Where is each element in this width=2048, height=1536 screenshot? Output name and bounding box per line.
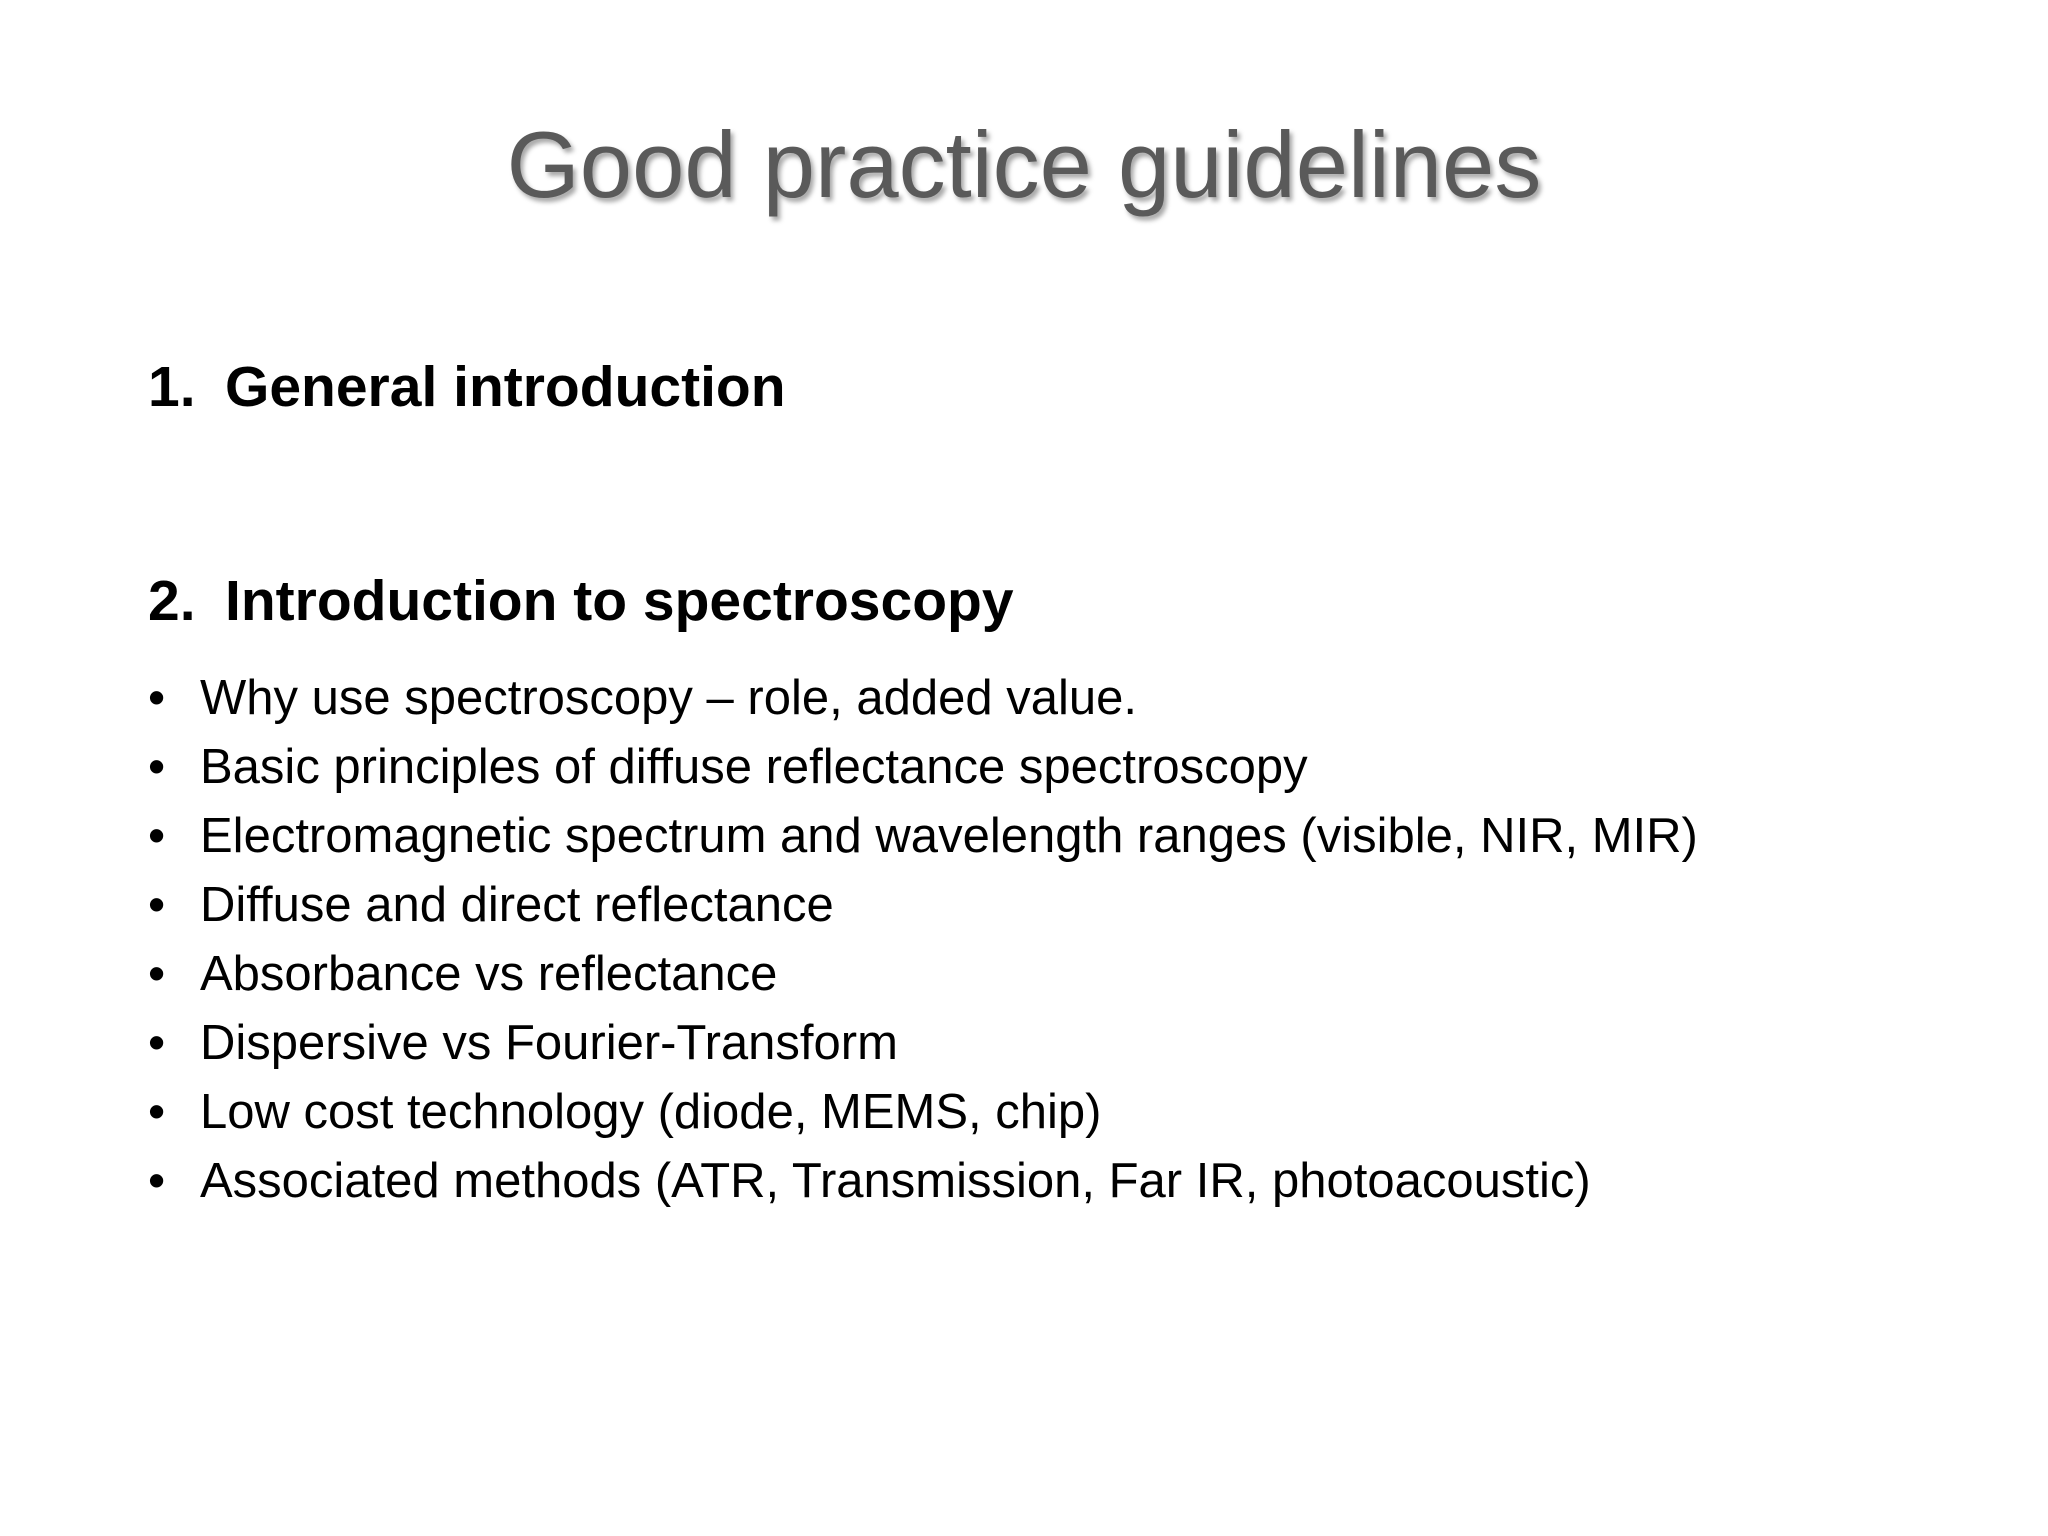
bullet-icon: • xyxy=(148,671,166,725)
bullet-icon: • xyxy=(148,1154,166,1208)
section-heading-general-introduction xyxy=(148,352,786,422)
bullet-icon: • xyxy=(148,809,166,863)
bullet-icon: • xyxy=(148,947,166,1001)
list-item-text: Associated methods (ATR, Transmission, Far IR, photoacoustic) xyxy=(200,1154,1591,1208)
list-item xyxy=(148,1009,1698,1078)
section-heading-introduction-to-spectroscopy xyxy=(148,566,1014,636)
section-number: 1. xyxy=(148,355,196,419)
list-item-text: Low cost technology (diode, MEMS, chip) xyxy=(200,1085,1102,1139)
list-item xyxy=(148,733,1698,802)
list-item xyxy=(148,802,1698,871)
section-number: 2. xyxy=(148,569,196,633)
list-item xyxy=(148,664,1698,733)
list-item xyxy=(148,940,1698,1009)
list-item-text: Absorbance vs reflectance xyxy=(200,947,778,1001)
bullet-icon: • xyxy=(148,878,166,932)
list-item-text: Basic principles of diffuse reflectance spectroscopy xyxy=(200,740,1308,794)
slide-title: Good practice guidelines xyxy=(506,112,1542,217)
list-item xyxy=(148,1078,1698,1147)
list-item-text: Electromagnetic spectrum and wavelength ranges (visible, NIR, MIR) xyxy=(200,809,1698,863)
bullet-list xyxy=(148,664,1698,1216)
section-heading-text: Introduction to spectroscopy xyxy=(225,569,1014,633)
list-item xyxy=(148,871,1698,940)
list-item-text: Why use spectroscopy – role, added value. xyxy=(200,671,1137,725)
section-heading-text: General introduction xyxy=(225,355,786,419)
list-item xyxy=(148,1147,1698,1216)
bullet-icon: • xyxy=(148,1016,166,1070)
bullet-icon: • xyxy=(148,1085,166,1139)
list-item-text: Dispersive vs Fourier-Transform xyxy=(200,1016,898,1070)
bullet-icon: • xyxy=(148,740,166,794)
list-item-text: Diffuse and direct reflectance xyxy=(200,878,834,932)
